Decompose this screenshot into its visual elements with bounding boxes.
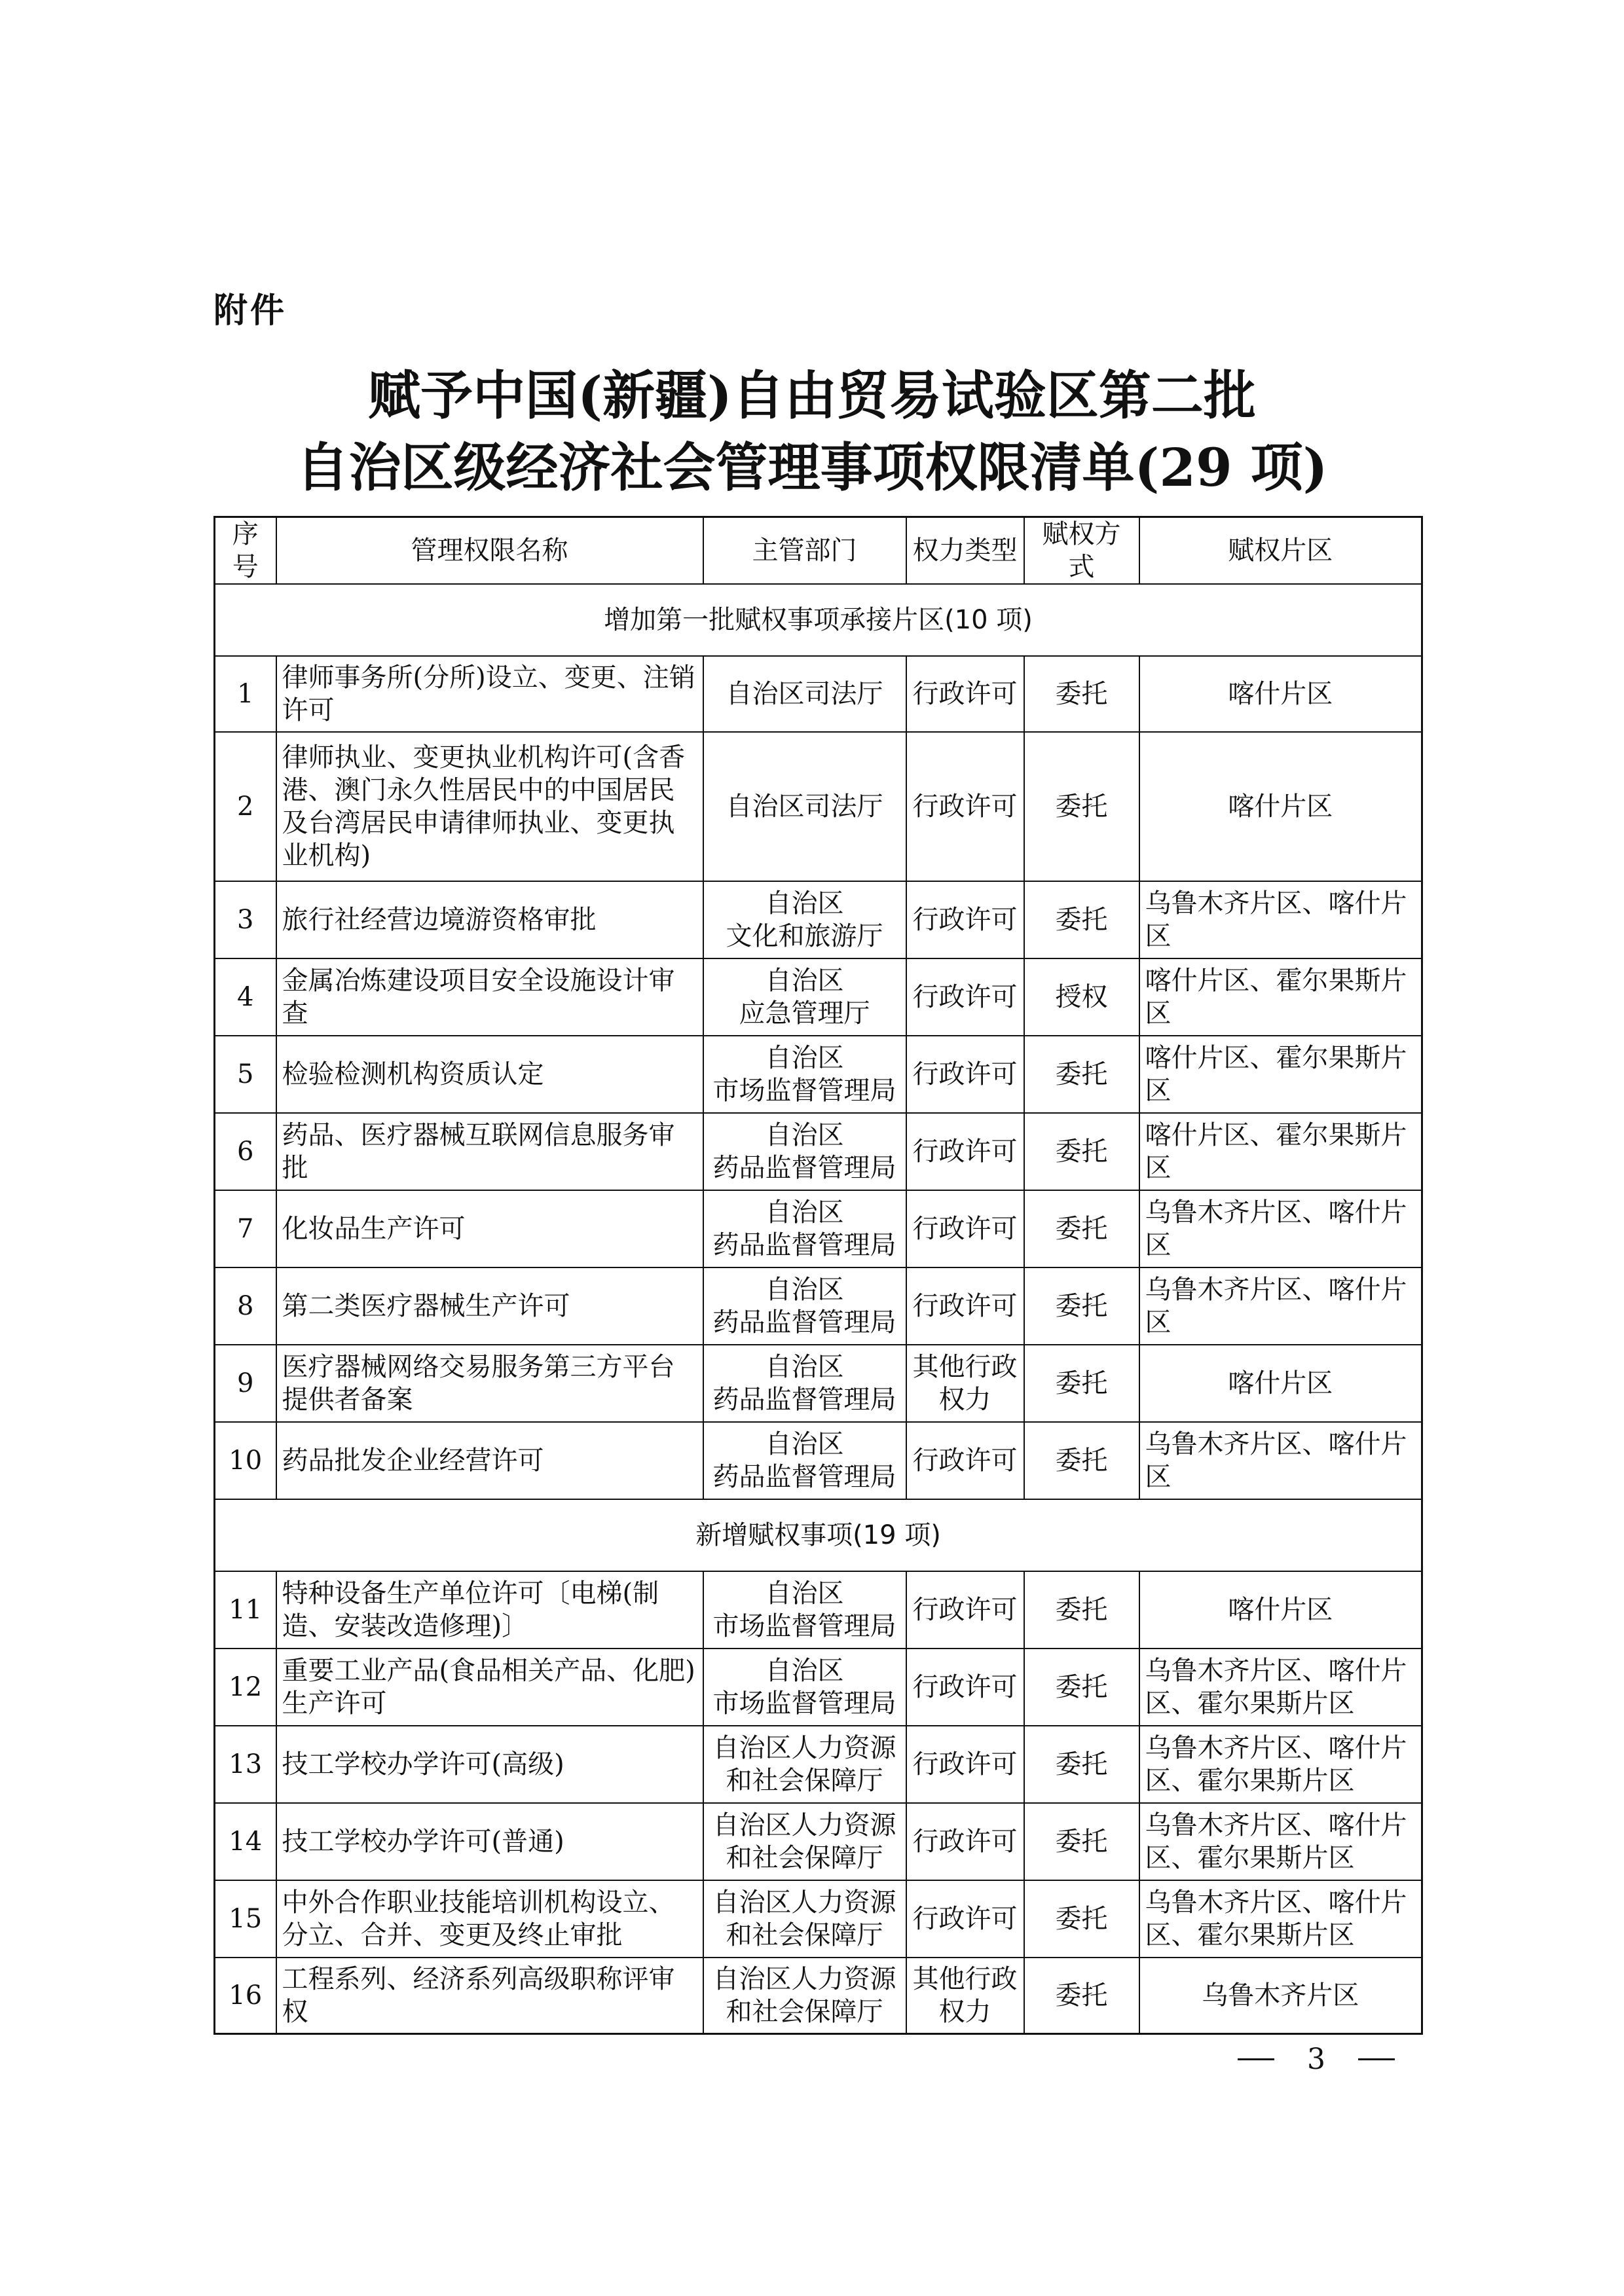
row-dept: 自治区司法厅 (703, 732, 906, 881)
row-dept-line-1: 自治区 (765, 1352, 844, 1382)
row-method: 委托 (1024, 1803, 1139, 1880)
row-dept-line-2: 药品监督管理局 (712, 1153, 896, 1183)
table-row (215, 1422, 1422, 1499)
header-type: 权力类型 (906, 517, 1024, 585)
row-area: 乌鲁木齐片区、喀什片区 (1139, 881, 1422, 958)
row-name: 律师事务所(分所)设立、变更、注销许可 (276, 656, 703, 732)
row-type: 行政许可 (906, 1726, 1024, 1803)
row-dept (703, 1958, 906, 2033)
table-row (215, 656, 1422, 732)
row-dept (703, 1422, 906, 1499)
row-method: 委托 (1024, 1726, 1139, 1803)
row-no: 15 (215, 1880, 276, 1958)
row-no: 14 (215, 1803, 276, 1880)
row-no: 5 (215, 1036, 276, 1113)
table-row (215, 1803, 1422, 1880)
table-row (215, 1649, 1422, 1726)
row-type: 行政许可 (906, 732, 1024, 881)
row-type: 行政许可 (906, 1649, 1024, 1726)
row-dept (703, 1803, 906, 1880)
row-no: 11 (215, 1571, 276, 1649)
row-dept-line-1: 自治区 (765, 1656, 844, 1686)
header-name: 管理权限名称 (276, 517, 703, 585)
row-name: 医疗器械网络交易服务第三方平台提供者备案 (276, 1345, 703, 1422)
row-type: 行政许可 (906, 656, 1024, 732)
row-dept (703, 1880, 906, 1958)
row-area: 喀什片区、霍尔果斯片区 (1139, 1036, 1422, 1113)
header-method: 赋权方式 (1024, 517, 1139, 585)
row-area: 乌鲁木齐片区、喀什片区 (1139, 1267, 1422, 1345)
row-method: 委托 (1024, 1190, 1139, 1267)
row-no: 16 (215, 1958, 276, 2033)
row-dept (703, 1345, 906, 1422)
row-no: 4 (215, 958, 276, 1036)
table-row (215, 1036, 1422, 1113)
row-dept-line-1: 自治区人力资源 (712, 1810, 896, 1840)
row-method: 委托 (1024, 881, 1139, 958)
row-method: 委托 (1024, 1649, 1139, 1726)
table-row (215, 1571, 1422, 1649)
row-area: 喀什片区、霍尔果斯片区 (1139, 1113, 1422, 1190)
row-area: 乌鲁木齐片区、喀什片区、霍尔果斯片区 (1139, 1726, 1422, 1803)
row-no: 6 (215, 1113, 276, 1190)
table-row (215, 881, 1422, 958)
page-number-dash-right (1358, 2058, 1395, 2060)
row-no: 7 (215, 1190, 276, 1267)
header-dept: 主管部门 (703, 517, 906, 585)
row-area: 喀什片区、霍尔果斯片区 (1139, 958, 1422, 1036)
row-dept (703, 1571, 906, 1649)
row-name: 中外合作职业技能培训机构设立、分立、合并、变更及终止审批 (276, 1880, 703, 1958)
row-dept-line-2: 药品监督管理局 (712, 1307, 896, 1338)
row-area: 乌鲁木齐片区 (1139, 1958, 1422, 2033)
row-method: 委托 (1024, 1267, 1139, 1345)
row-dept-line-1: 自治区人力资源 (712, 1963, 896, 1994)
header-no: 序号 (215, 517, 276, 585)
row-type: 行政许可 (906, 1422, 1024, 1499)
row-type: 行政许可 (906, 1113, 1024, 1190)
row-area: 乌鲁木齐片区、喀什片区、霍尔果斯片区 (1139, 1880, 1422, 1958)
row-method: 委托 (1024, 1345, 1139, 1422)
row-area: 喀什片区 (1139, 732, 1422, 881)
row-name: 检验检测机构资质认定 (276, 1036, 703, 1113)
row-no: 3 (215, 881, 276, 958)
table-row (215, 732, 1422, 881)
row-name: 化妆品生产许可 (276, 1190, 703, 1267)
row-dept-line-2: 和社会保障厅 (726, 1920, 883, 1950)
table-row (215, 1190, 1422, 1267)
row-dept-line-2: 市场监督管理局 (712, 1611, 896, 1641)
row-dept-line-1: 自治区 (765, 888, 844, 919)
row-dept-line-2: 市场监督管理局 (712, 1076, 896, 1106)
row-type-line-1: 其他行政 (912, 1963, 1018, 1994)
row-type: 行政许可 (906, 1880, 1024, 1958)
row-dept-line-1: 自治区人力资源 (712, 1733, 896, 1763)
attachment-label: 附件 (213, 291, 287, 331)
row-name: 药品、医疗器械互联网信息服务审批 (276, 1113, 703, 1190)
row-area: 乌鲁木齐片区、喀什片区、霍尔果斯片区 (1139, 1803, 1422, 1880)
row-no: 2 (215, 732, 276, 881)
page-number (1238, 2043, 1395, 2076)
row-method: 授权 (1024, 958, 1139, 1036)
row-method: 委托 (1024, 1880, 1139, 1958)
row-dept (703, 958, 906, 1036)
row-name: 金属冶炼建设项目安全设施设计审查 (276, 958, 703, 1036)
row-dept-line-2: 和社会保障厅 (726, 1843, 883, 1873)
section-row-1 (215, 584, 1422, 656)
section-title-2: 新增赋权事项(19 项) (215, 1499, 1422, 1571)
row-method: 委托 (1024, 1571, 1139, 1649)
section-row-2 (215, 1499, 1422, 1571)
row-type (906, 1345, 1024, 1422)
row-no: 9 (215, 1345, 276, 1422)
row-type: 行政许可 (906, 1571, 1024, 1649)
row-name: 技工学校办学许可(高级) (276, 1726, 703, 1803)
row-dept-line-2: 文化和旅游厅 (726, 921, 883, 951)
row-dept-line-1: 自治区 (765, 1120, 844, 1150)
row-method: 委托 (1024, 1113, 1139, 1190)
row-type-line-1: 其他行政 (912, 1352, 1018, 1382)
row-area: 喀什片区 (1139, 1571, 1422, 1649)
table-row (215, 958, 1422, 1036)
row-dept-line-1: 自治区 (765, 1275, 844, 1305)
page-number-dash-left (1238, 2058, 1274, 2060)
row-area: 喀什片区 (1139, 656, 1422, 732)
table-row (215, 1267, 1422, 1345)
row-dept-line-2: 药品监督管理局 (712, 1230, 896, 1260)
row-dept (703, 1267, 906, 1345)
row-no: 8 (215, 1267, 276, 1345)
table-row (215, 1113, 1422, 1190)
row-type-line-2: 权力 (938, 1996, 991, 2027)
row-area: 乌鲁木齐片区、喀什片区、霍尔果斯片区 (1139, 1649, 1422, 1726)
table-row (215, 1345, 1422, 1422)
row-dept-line-1: 自治区 (765, 1043, 844, 1073)
row-method: 委托 (1024, 1036, 1139, 1113)
row-name: 律师执业、变更执业机构许可(含香港、澳门永久性居民中的中国居民及台湾居民申请律师执业、变更执业机构) (276, 732, 703, 881)
row-dept (703, 1113, 906, 1190)
row-dept-line-1: 自治区 (765, 966, 844, 996)
row-name: 旅行社经营边境游资格审批 (276, 881, 703, 958)
row-name: 特种设备生产单位许可〔电梯(制造、安装改造修理)〕 (276, 1571, 703, 1649)
row-area: 乌鲁木齐片区、喀什片区 (1139, 1422, 1422, 1499)
row-dept-line-1: 自治区 (765, 1197, 844, 1228)
table-header-row (215, 517, 1422, 585)
row-dept-line-2: 和社会保障厅 (726, 1996, 883, 2027)
authority-list-table (213, 516, 1423, 2035)
row-method: 委托 (1024, 1422, 1139, 1499)
table-row (215, 1726, 1422, 1803)
row-no: 10 (215, 1422, 276, 1499)
row-name: 技工学校办学许可(普通) (276, 1803, 703, 1880)
table-row (215, 1880, 1422, 1958)
row-name: 药品批发企业经营许可 (276, 1422, 703, 1499)
row-dept-line-2: 应急管理厅 (739, 998, 870, 1029)
row-type-line-2: 权力 (938, 1385, 991, 1415)
row-dept-line-2: 药品监督管理局 (712, 1462, 896, 1492)
page-title-line-1: 赋予中国(新疆)自由贸易试验区第二批 (368, 365, 1256, 426)
row-type (906, 1958, 1024, 2033)
row-method: 委托 (1024, 656, 1139, 732)
row-dept-line-1: 自治区 (765, 1429, 844, 1459)
row-type: 行政许可 (906, 1267, 1024, 1345)
row-name: 工程系列、经济系列高级职称评审权 (276, 1958, 703, 2033)
table-row (215, 1958, 1422, 2033)
row-dept (703, 1649, 906, 1726)
row-type: 行政许可 (906, 1190, 1024, 1267)
page-title-line-2: 自治区级经济社会管理事项权限清单(29 项) (296, 437, 1328, 498)
row-dept (703, 881, 906, 958)
row-name: 重要工业产品(食品相关产品、化肥)生产许可 (276, 1649, 703, 1726)
row-type: 行政许可 (906, 958, 1024, 1036)
row-name: 第二类医疗器械生产许可 (276, 1267, 703, 1345)
row-area: 喀什片区 (1139, 1345, 1422, 1422)
row-no: 12 (215, 1649, 276, 1726)
row-dept-line-2: 药品监督管理局 (712, 1385, 896, 1415)
row-type: 行政许可 (906, 881, 1024, 958)
row-dept-line-1: 自治区人力资源 (712, 1887, 896, 1918)
row-area: 乌鲁木齐片区、喀什片区 (1139, 1190, 1422, 1267)
row-type: 行政许可 (906, 1036, 1024, 1113)
row-method: 委托 (1024, 732, 1139, 881)
header-area: 赋权片区 (1139, 517, 1422, 585)
row-dept (703, 1726, 906, 1803)
row-dept-line-2: 市场监督管理局 (712, 1688, 896, 1719)
row-dept: 自治区司法厅 (703, 656, 906, 732)
row-dept (703, 1036, 906, 1113)
page-number-value: 3 (1307, 2043, 1325, 2076)
row-type: 行政许可 (906, 1803, 1024, 1880)
row-dept-line-1: 自治区 (765, 1578, 844, 1609)
row-method: 委托 (1024, 1958, 1139, 2033)
row-no: 1 (215, 656, 276, 732)
row-dept-line-2: 和社会保障厅 (726, 1766, 883, 1796)
row-dept (703, 1190, 906, 1267)
section-title-1: 增加第一批赋权事项承接片区(10 项) (215, 584, 1422, 656)
row-no: 13 (215, 1726, 276, 1803)
